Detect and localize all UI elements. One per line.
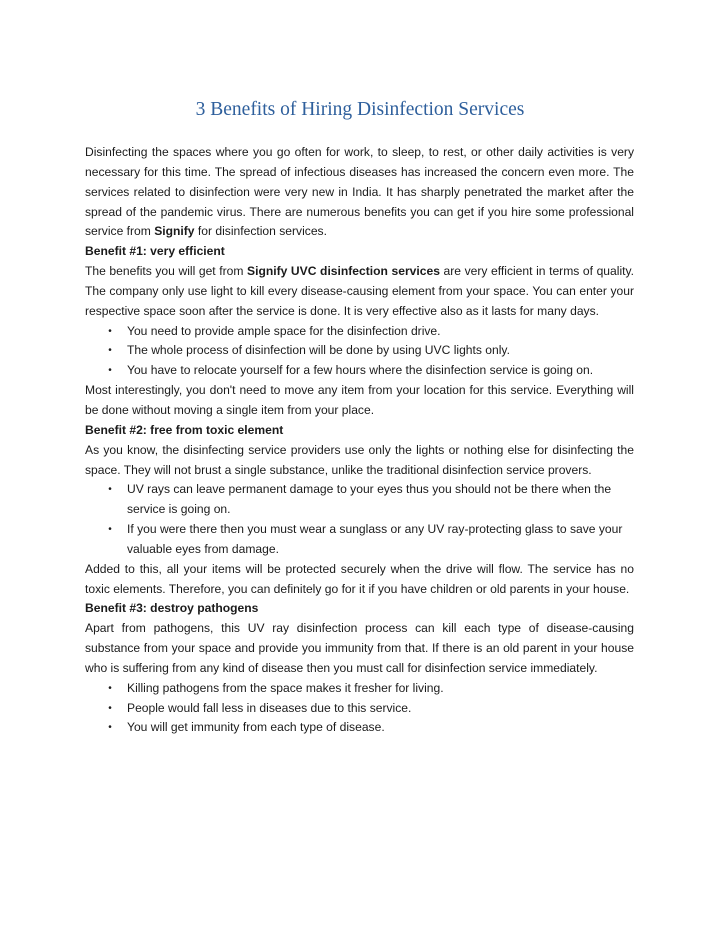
benefit-1-paragraph [85,262,634,322]
list-item [85,361,634,381]
benefit-1-text: The benefits you will get from [85,264,248,279]
benefit-2-closing: Added to this, all your items will be protected securely when the drive will flow. The service has no toxic elements. Therefore, you can definitely go for it if you have children or old parents in your house. [85,561,634,596]
bullet-icon: • [108,722,112,734]
intro-paragraph [85,143,634,242]
list-item-text: The whole process of disinfection will be done by using UVC lights only. [127,343,510,358]
benefit-1-bold: Signify UVC disinfection services [247,264,440,279]
benefit-2-heading: Benefit #2: free from toxic element [85,422,284,437]
intro-text-end: for disinfection services. [194,224,327,239]
benefit-1-heading: Benefit #1: very efficient [85,244,225,259]
document-body [85,143,634,738]
list-item-text: You need to provide ample space for the disinfection drive. [127,323,441,338]
brand-name: Signify [154,224,195,239]
list-item-text: You have to relocate yourself for a few hours where the disinfection service is going on. [127,363,594,378]
bullet-icon: • [108,524,112,536]
benefit-2-list [85,480,634,559]
list-item [85,718,634,738]
list-item [85,341,634,361]
list-item-text: People would fall less in diseases due to this service. [127,700,412,715]
list-item-text: You will get immunity from each type of disease. [127,720,385,735]
bullet-icon: • [108,484,112,496]
bullet-icon: • [108,702,112,714]
list-item-text: If you were there then you must wear a sunglass or any UV ray-protecting glass to save your valuable eyes from damage. [127,522,623,556]
list-item-text: Killing pathogens from the space makes it fresher for living. [127,680,444,695]
list-item [85,520,634,560]
benefit-3-heading: Benefit #3: destroy pathogens [85,601,259,616]
list-item-text: UV rays can leave permanent damage to your eyes thus you should not be there when the service is going on. [127,482,612,517]
bullet-icon: • [108,365,112,377]
benefit-1-list [85,322,634,382]
benefit-1-closing: Most interestingly, you don't need to move any item from your location for this service. Everything will be done without moving a single item from your place. [85,383,634,417]
benefit-3-paragraph: Apart from pathogens, this UV ray disinfection process can kill each type of disease-causing substance from your space and provide you immunity from that. If there is an old parent in your house who is suffering from any kind of disease then you must call for disinfection service immediately. [85,621,634,675]
list-item [85,480,634,520]
benefit-1-text-end: are very efficient in terms of quality. The company only use light to kill every disease-causing element from your space. You can enter your respective space soon after the service is done. It is very effective also as it lasts for many days. [85,264,634,318]
list-item [85,699,634,719]
intro-text: Disinfecting the spaces where you go often for work, to sleep, to rest, or other daily activities is very necessary for this time. The spread of infectious diseases has increased the concern even more. The services related to disinfection were very new in India. It has sharply penetrated the market after the spread of the pandemic virus. There are numerous benefits you can get if you hire some professional service from [85,145,634,239]
benefit-2-paragraph: As you know, the disinfecting service providers use only the lights or nothing else for disinfecting the space. They will not brust a single substance, unlike the traditional disinfection service provers. [85,442,634,477]
list-item [85,679,634,699]
document-title: 3 Benefits of Hiring Disinfection Services [195,99,525,120]
list-item [85,322,634,342]
bullet-icon: • [108,345,112,357]
benefit-3-list [85,679,634,739]
bullet-icon: • [108,682,112,694]
bullet-icon: • [108,325,112,337]
